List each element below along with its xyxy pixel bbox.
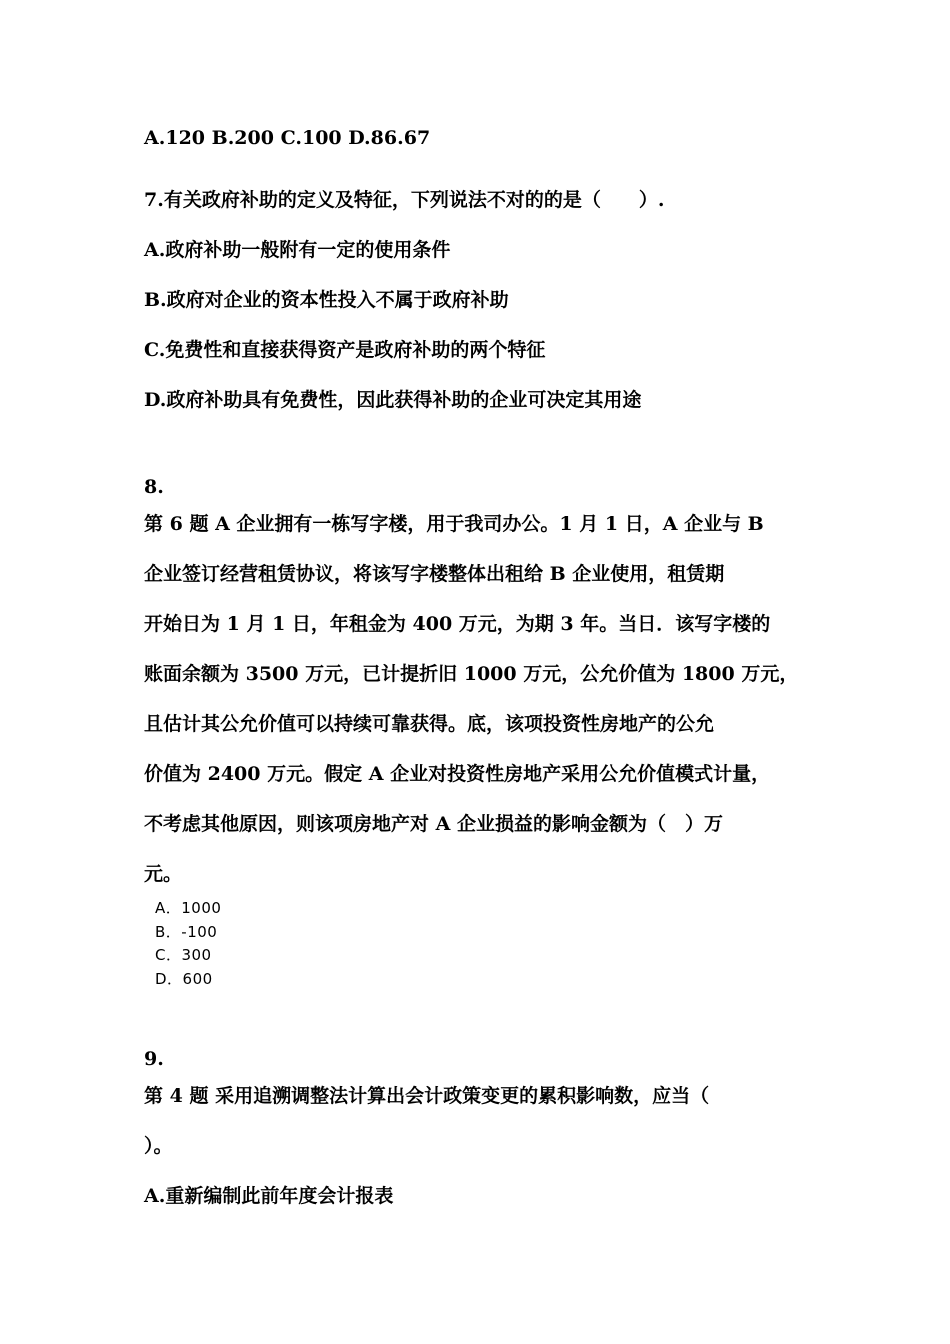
q7-stem: 7.有关政府补助的定义及特征，下列说法不对的的是（ ）. <box>144 189 665 211</box>
q8-stem-line: 开始日为 1 月 1 日，年租金为 400 万元，为期 3 年。当日．该写字楼的 <box>144 613 771 635</box>
q8-stem-line: 且估计其公允价值可以持续可靠获得。底，该项投资性房地产的公允 <box>144 713 715 735</box>
q8-option-d: D．600 <box>155 970 213 988</box>
q8-stem-line: 价值为 2400 万元。假定 A 企业对投资性房地产采用公允价值模式计量， <box>144 763 771 785</box>
q8-stem-line: 账面余额为 3500 万元，已计提折旧 1000 万元，公允价值为 1800 万元， <box>144 663 799 685</box>
q9-option-a: A.重新编制此前年度会计报表 <box>144 1185 394 1207</box>
q8-option-b: B．-100 <box>155 923 218 941</box>
q8-option-c: C．300 <box>155 946 212 964</box>
q7-option-d: D.政府补助具有免费性，因此获得补助的企业可决定其用途 <box>144 389 642 411</box>
q7-option-c: C.免费性和直接获得资产是政府补助的两个特征 <box>144 339 546 361</box>
q8-stem-line: 第 6 题 A 企业拥有一栋写字楼，用于我司办公。1 月 1 日，A 企业与 B <box>144 513 764 535</box>
q8-stem-line: 不考虑其他原因，则该项房地产对 A 企业损益的影响金额为（ ）万 <box>144 813 723 835</box>
q6-options-line: A.120 B.200 C.100 D.86.67 <box>144 127 431 149</box>
q9-number: 9. <box>144 1048 164 1070</box>
q8-option-a: A．1000 <box>155 899 222 917</box>
q8-number: 8. <box>144 476 164 498</box>
q7-option-a: A.政府补助一般附有一定的使用条件 <box>144 239 451 261</box>
q8-stem-line: 元。 <box>144 863 183 885</box>
q7-option-b: B.政府对企业的资本性投入不属于政府补助 <box>144 289 509 311</box>
q9-stem-line: 第 4 题 采用追溯调整法计算出会计政策变更的累积影响数，应当（ <box>144 1085 710 1107</box>
q8-stem-line: 企业签订经营租赁协议，将该写字楼整体出租给 B 企业使用，租赁期 <box>144 563 725 585</box>
q9-stem-line: ）。 <box>144 1135 173 1157</box>
